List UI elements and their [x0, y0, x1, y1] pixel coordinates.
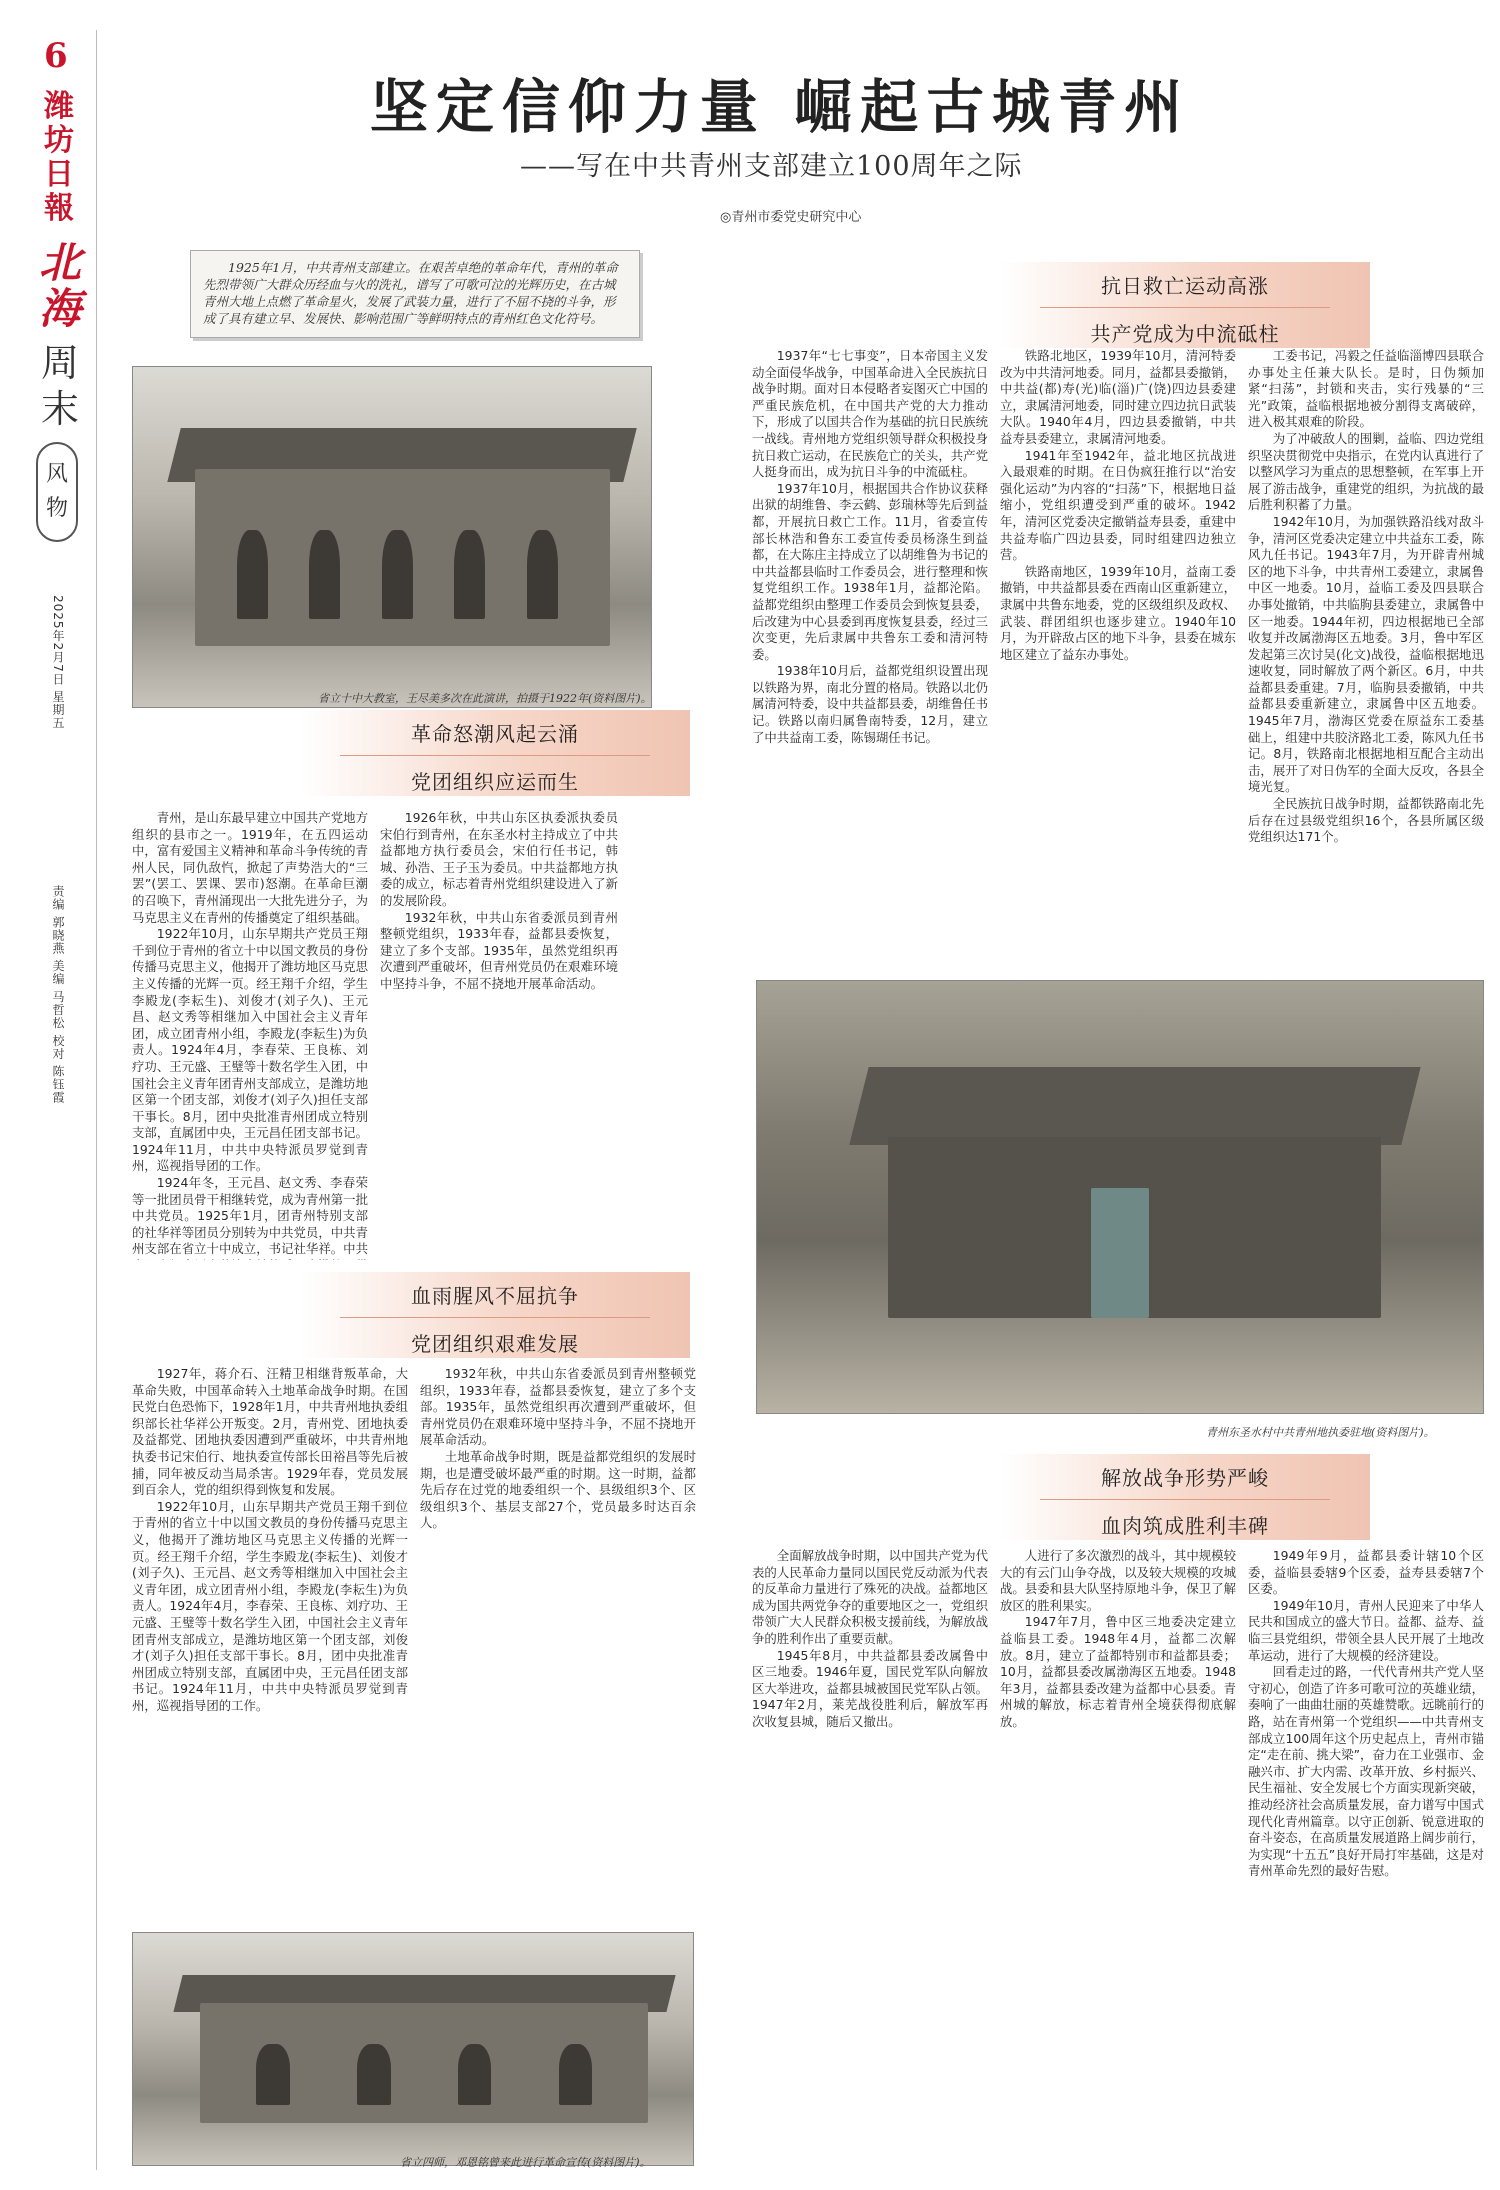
- weekly-title-a: 北海: [38, 238, 81, 333]
- editor-credits: 责编 郭晓燕 美编 马哲松 校对 陈钰霞: [51, 885, 65, 1105]
- text-column: [752, 1548, 988, 2170]
- paragraph: 1926年秋，中共山东区执委派执委员宋伯行到青州，在东圣水村主持成立了中共益都地方执行委员会，宋伯行任书记，韩城、孙浩、王子玉为委员。中共益都地方执委的成立，标志着青州党组织建设进入了新的发展阶段。: [380, 810, 618, 908]
- photo-window: [527, 530, 558, 618]
- paragraph: 全民族抗日战争时期，益都铁路南北先后存在过县级党组织16个，各县所属区级党组织达171个。: [1248, 796, 1484, 845]
- text-column: [420, 1366, 696, 1921]
- photo-normal-school: [132, 1932, 694, 2166]
- paragraph: 1942年10月，为加强铁路沿线对敌斗争，清河区党委决定建立中共益东工委，陈风九任书记。1943年7月，为开辟青州城区的地下斗争，中共青州工委建立，隶属鲁中区一地委。10月，益临工委及四县联合办事处撤销，中共临朐县委建立，隶属鲁中区一地委。1944年初，四边根据地已全部收复并改属渤海区五地委。3月，鲁中军区发起第三次讨吴(化文)战役，益临根据地迅速收复，同时解放了两个新区。6月，中共益都县委重建。7月，临朐县委撤销，中共益都县委重新建立，隶属鲁中区五地委。1945年7月，渤海区党委在原益东工委基础上，组建中共胶济路北工委，陈风九任书记。8月，铁路南北根据地相互配合主动出击，展开了对日伪军的全面大反攻，各县全境光复。: [1248, 513, 1484, 795]
- paragraph: 1941年至1942年，益北地区抗战进入最艰难的时期。在日伪疯狂推行以“治安强化运动”为内容的“扫荡”下，根据地日益缩小，党组织遭受到严重的破坏。1942年，清河区党委决定撤销益寿县委，重建中共益寿临广四边县委，同时组建四边独立营。: [1000, 447, 1236, 563]
- paragraph: 回看走过的路，一代代青州共产党人坚守初心，创造了许多可歌可泣的英雄业绩，奏响了一曲曲壮丽的英雄赞歌。远眺前行的路，站在青州第一个党组织——中共青州支部成立100周年这个历史起点上，青州市锚定“走在前、挑大梁”，奋力在工业强市、金融兴市、扩大内需、改革开放、乡村振兴、民生福祉、安全发展七个方面实现新突破，推动经济社会高质量发展，奋力谱写中国式现代化青州篇章。以守正创新、锐意进取的奋斗姿态，在高质量发展道路上阔步前行，为实现“十五五”良好开局打牢基础，这是对青州革命先烈的最好告慰。: [1248, 1664, 1484, 1879]
- paragraph: 青州，是山东最早建立中国共产党地方组织的县市之一。1919年，在五四运动中，富有爱国主义精神和革命斗争传统的青州人民，同仇敌忾，掀起了声势浩大的“三罢”(罢工、罢课、罢市)怒潮。在革命巨潮的召唤下，青州涌现出一大批先进分子，为马克思主义在青州的传播奠定了组织基础。: [132, 810, 368, 925]
- section-subtitle: 血肉筑成胜利丰碑: [1101, 1514, 1269, 1538]
- photo-caption: 省立四师，邓恩铭曾来此进行革命宣传(资料图片)。: [400, 2156, 651, 2169]
- section-header-1: [300, 710, 690, 796]
- paragraph: 铁路南地区，1939年10月，益南工委撤销，中共益都县委在西南山区重新建立，隶属中共鲁东地委，党的区级组织及政权、武装、群团组织也逐步建立。1940年10月，为开辟敌占区的地下斗争，县委在城东地区建立了益东办事处。: [1000, 563, 1236, 662]
- section-header-3: [1000, 262, 1370, 348]
- photo-caption: 青州东圣水村中共青州地执委驻地(资料图片)。: [1206, 1426, 1435, 1439]
- paragraph: 1924年冬，王元昌、赵文秀、李春荣等一批团员骨干相继转党，成为青州第一批中共党员。1925年1月，团青州特别支部的社华祥等团员分别转为中共党员，中共青州支部在省立十中成立，书记社华祥。中共: [132, 1175, 368, 1257]
- newspaper-name: 潍坊日報: [44, 89, 74, 226]
- paragraph: 1938年10月后，益都党组织设置出现以铁路为界，南北分置的格局。铁路以北仍属清河特委，设中共益都县委，胡维鲁任书记。铁路以南归属鲁南特委，12月，建立了中共益南工委，陈锡瑚任书记。: [752, 663, 988, 745]
- section-rule: [1040, 1499, 1330, 1500]
- photo-window: [309, 530, 340, 618]
- section-subtitle: 共产党成为中流砥柱: [1090, 322, 1280, 346]
- paragraph: 1927年，蒋介石、汪精卫相继背叛革命，大革命失败，中国革命转入土地革命战争时期。在国民党白色恐怖下，1928年1月，中共青州地执委组织部长社华祥公开叛变。2月，青州党、团地执委及益都党、团地执委因遭到严重破坏，中共青州地执委书记宋伯行、地执委宣传部长田裕昌等先后被捕，同年被反动当局杀害。1929年春，党员发展到百余人，党的组织得到恢复和发展。: [132, 1366, 408, 1498]
- text-column: [380, 810, 618, 1260]
- text-column: [1248, 1548, 1484, 2170]
- paragraph: 铁路北地区，1939年10月，清河特委改为中共清河地委。同月，益都县委撤销，中共益(都)寿(光)临(淄)广(饶)四边县委建立，隶属清河地委，同时建立四边抗日武装大队。1940年4月，四边县委撤销，中共益寿县委建立，隶属清河地委。: [1000, 348, 1236, 446]
- article-byline: ◎青州市委党史研究中心: [720, 210, 862, 225]
- article-title: 坚定信仰力量 崛起古城青州: [369, 73, 1191, 141]
- paragraph: 1937年10月，根据国共合作协议获释出狱的胡维鲁、李云鹤、彭瑞林等先后到益都，开展抗日救亡工作。11月，省委宣传部长林浩和鲁东工委宣传委员杨涤生到益都，在大陈庄主持成立了以胡维鲁为书记的中共益都县临时工作委员会，进行整理和恢复党组织工作。1938年1月，益都沦陷。益都党组织由整理工作委员会到恢复县委，后改建为中心县委到再度恢复县委，经过三次变更，先后隶属中共鲁东工委和清河特委。: [752, 480, 988, 662]
- paragraph: 1949年9月，益都县委计辖10个区委，益临县委辖9个区委，益寿县委辖7个区委。: [1248, 1548, 1484, 1597]
- photo-window: [458, 2044, 492, 2104]
- paragraph: 1949年10月，青州人民迎来了中华人民共和国成立的盛大节日。益都、益寿、益临三县党组织，带领全县人民开展了土地改革运动，进行了大规模的经济建设。: [1248, 1597, 1484, 1663]
- weekly-title-b: 周末: [40, 341, 79, 431]
- section-title: 抗日救亡运动高涨: [1101, 274, 1269, 298]
- photo-window: [237, 530, 268, 618]
- photo-door: [1091, 1188, 1149, 1318]
- paragraph: 全面解放战争时期，以中国共产党为代表的人民革命力量同以国民党反动派为代表的反革命力量进行了殊死的决战。益都地区成为国共两党争夺的重要地区之一，党组织带领广大人民群众积极支援前线，为解放战争的胜利作出了重要贡献。: [752, 1548, 988, 1646]
- section-title: 革命怒潮风起云涌: [411, 722, 579, 746]
- text-column: [1000, 1548, 1236, 2170]
- paragraph: 1932年秋，中共山东省委派员到青州整顿党组织，1933年春，益都县委恢复，建立了多个支部。1935年，虽然党组织再次遭到严重破坏，但青州党员仍在艰难环境中坚持斗争，不屈不挠地开展革命活动。: [420, 1366, 696, 1448]
- paragraph: 1945年8月，中共益都县委改属鲁中区三地委。1946年夏，国民党军队向解放区大举进攻，益都县城被国民党军队占领。1947年2月，莱芜战役胜利后，解放军再次收复县城，随后又撤出。: [752, 1647, 988, 1729]
- paragraph: 1932年秋，中共山东省委派员到青州整顿党组织，1933年春，益都县委恢复，建立了多个支部。1935年，虽然党组织再次遭到严重破坏，但青州党员仍在艰难环境中坚持斗争，不屈不挠地开展革命活动。: [380, 909, 618, 991]
- section-title: 血雨腥风不屈抗争: [411, 1284, 579, 1308]
- text-column: [132, 1366, 408, 1921]
- section-title: 解放战争形势严峻: [1101, 1466, 1269, 1490]
- paragraph: 1937年“七七事变”，日本帝国主义发动全面侵华战争，中国革命进入全民族抗日战争时期。面对日本侵略者妄图灭亡中国的严重民族危机，在中国共产党的大力推动下，形成了以国共合作为基础的抗日民族统一战线。青州地方党组织领导群众积极投身抗日救亡运动，在民族危亡的关头，共产党人挺身而出，成为抗日斗争的中流砥柱。: [752, 348, 988, 480]
- paragraph: 1947年7月，鲁中区三地委决定建立益临县工委。1948年4月，益都二次解放。8月，建立了益都特别市和益都县委；10月，益都县委改属渤海区五地委。1948年3月，益都县委改建为益都中心县委。青州城的解放，标志着青州全境获得彻底解放。: [1000, 1614, 1236, 1729]
- paragraph: 为了冲破敌人的围剿，益临、四边党组织坚决贯彻党中央指示，在党内认真进行了以整风学习为重点的思想整顿，在军事上开展了游击战争，重建党的组织，为抗战的最后胜利积蓄了力量。: [1248, 430, 1484, 513]
- masthead-divider: [96, 30, 97, 2170]
- article-subtitle: ——写在中共青州支部建立100周年之际: [520, 151, 1023, 182]
- photo-school-classroom: [132, 366, 652, 708]
- section-header-2: [300, 1272, 690, 1358]
- paragraph: 土地革命战争时期，既是益都党组织的发展时期，也是遭受破坏最严重的时期。这一时期，益都先后存在过党的地委组织一个、县级组织3个、区级组织3个、基层支部27个，党员最多时达百余人。: [420, 1448, 696, 1531]
- photo-east-shengshui-village: [756, 980, 1484, 1414]
- section-rule: [340, 1317, 650, 1318]
- text-column: [1248, 348, 1484, 948]
- text-column: [132, 810, 368, 1260]
- photo-window: [382, 530, 413, 618]
- section-header-4: [1000, 1454, 1370, 1540]
- photo-window: [454, 530, 485, 618]
- paragraph: 工委书记，冯毅之任益临淄博四县联合办事处主任兼大队长。是时，日伪频加紧“扫荡”，封锁和夹击，实行残暴的“三光”政策，益临根据地被分割得支离破碎，进入极其艰难的阶段。: [1248, 348, 1484, 430]
- intro-box: 1925年1月，中共青州支部建立。在艰苦卓绝的革命年代，青州的革命先烈带领广大群众历经血与火的洗礼，谱写了可歌可泣的光辉历史，在古城青州大地上点燃了革命星火，发展了武装力量，进行了不屈不挠的斗争，形成了具有建立早、发展快、影响范围广等鲜明特点的青州红色文化符号。: [190, 250, 640, 338]
- issue-date: 2025年2月7日 星期五: [51, 595, 65, 730]
- text-column: [752, 348, 988, 948]
- paragraph: 1922年10月，山东早期共产党员王翔千到位于青州的省立十中以国文教员的身份传播马克思主义，他揭开了潍坊地区马克思主义传播的光辉一页。经王翔千介绍，学生李殿龙(李耘生)、刘俊才(刘子久)、王元昌、赵文秀等相继加入中国社会主义青年团，成立团青州小组，李殿龙(李耘生)为负责人。1924年4月，李春荣、王良栋、刘疗功、王元盛、王璧等十数名学生入团，中国社会主义青年团青州支部成立，是潍坊地区第一个团支部，刘俊才(刘子久)担任支部干事长。8月，团中央批准青州团成立特别支部，直属团中央，王元昌任团支部书记。1924年11月，中共中央特派员罗觉到青州，巡视指导团的工作。: [132, 1498, 408, 1713]
- page-number: 6: [44, 36, 68, 76]
- photo-window: [559, 2044, 593, 2104]
- paragraph: 1922年10月，山东早期共产党员王翔千到位于青州的省立十中以国文教员的身份传播马克思主义，他揭开了潍坊地区马克思主义传播的光辉一页。经王翔千介绍，学生李殿龙(李耘生)、刘俊才(刘子久)、王元昌、赵文秀等相继加入中国社会主义青年团，成立团青州小组，李殿龙(李耘生)为负责人。1924年4月，李春荣、王良栋、刘疗功、王元盛、王璧等十数名学生入团，中国社会主义青年团青州支部成立，是潍坊地区第一个团支部，刘俊才(刘子久)担任支部干事长。8月，团中央批准青州团成立特别支部，直属团中央，王元昌任团支部书记。1924年11月，中共中央特派员罗觉到青州，巡视指导团的工作。: [132, 926, 368, 1174]
- photo-caption: 省立十中大教室，王尽美多次在此演讲，拍摄于1922年(资料图片)。: [318, 692, 652, 705]
- section-rule: [1040, 307, 1330, 308]
- section-subtitle: 党团组织应运而生: [411, 770, 579, 794]
- section-badge: 风物: [36, 442, 78, 542]
- photo-window: [256, 2044, 290, 2104]
- section-subtitle: 党团组织艰难发展: [411, 1332, 579, 1356]
- section-rule: [340, 755, 650, 756]
- photo-roof: [849, 1067, 1420, 1145]
- paragraph: 人进行了多次激烈的战斗，其中规模较大的有云门山争夺战，以及较大规模的攻城战。县委和县大队坚持原地斗争，保卫了解放区的胜利果实。: [1000, 1548, 1236, 1613]
- photo-window: [357, 2044, 391, 2104]
- text-column: [1000, 348, 1236, 948]
